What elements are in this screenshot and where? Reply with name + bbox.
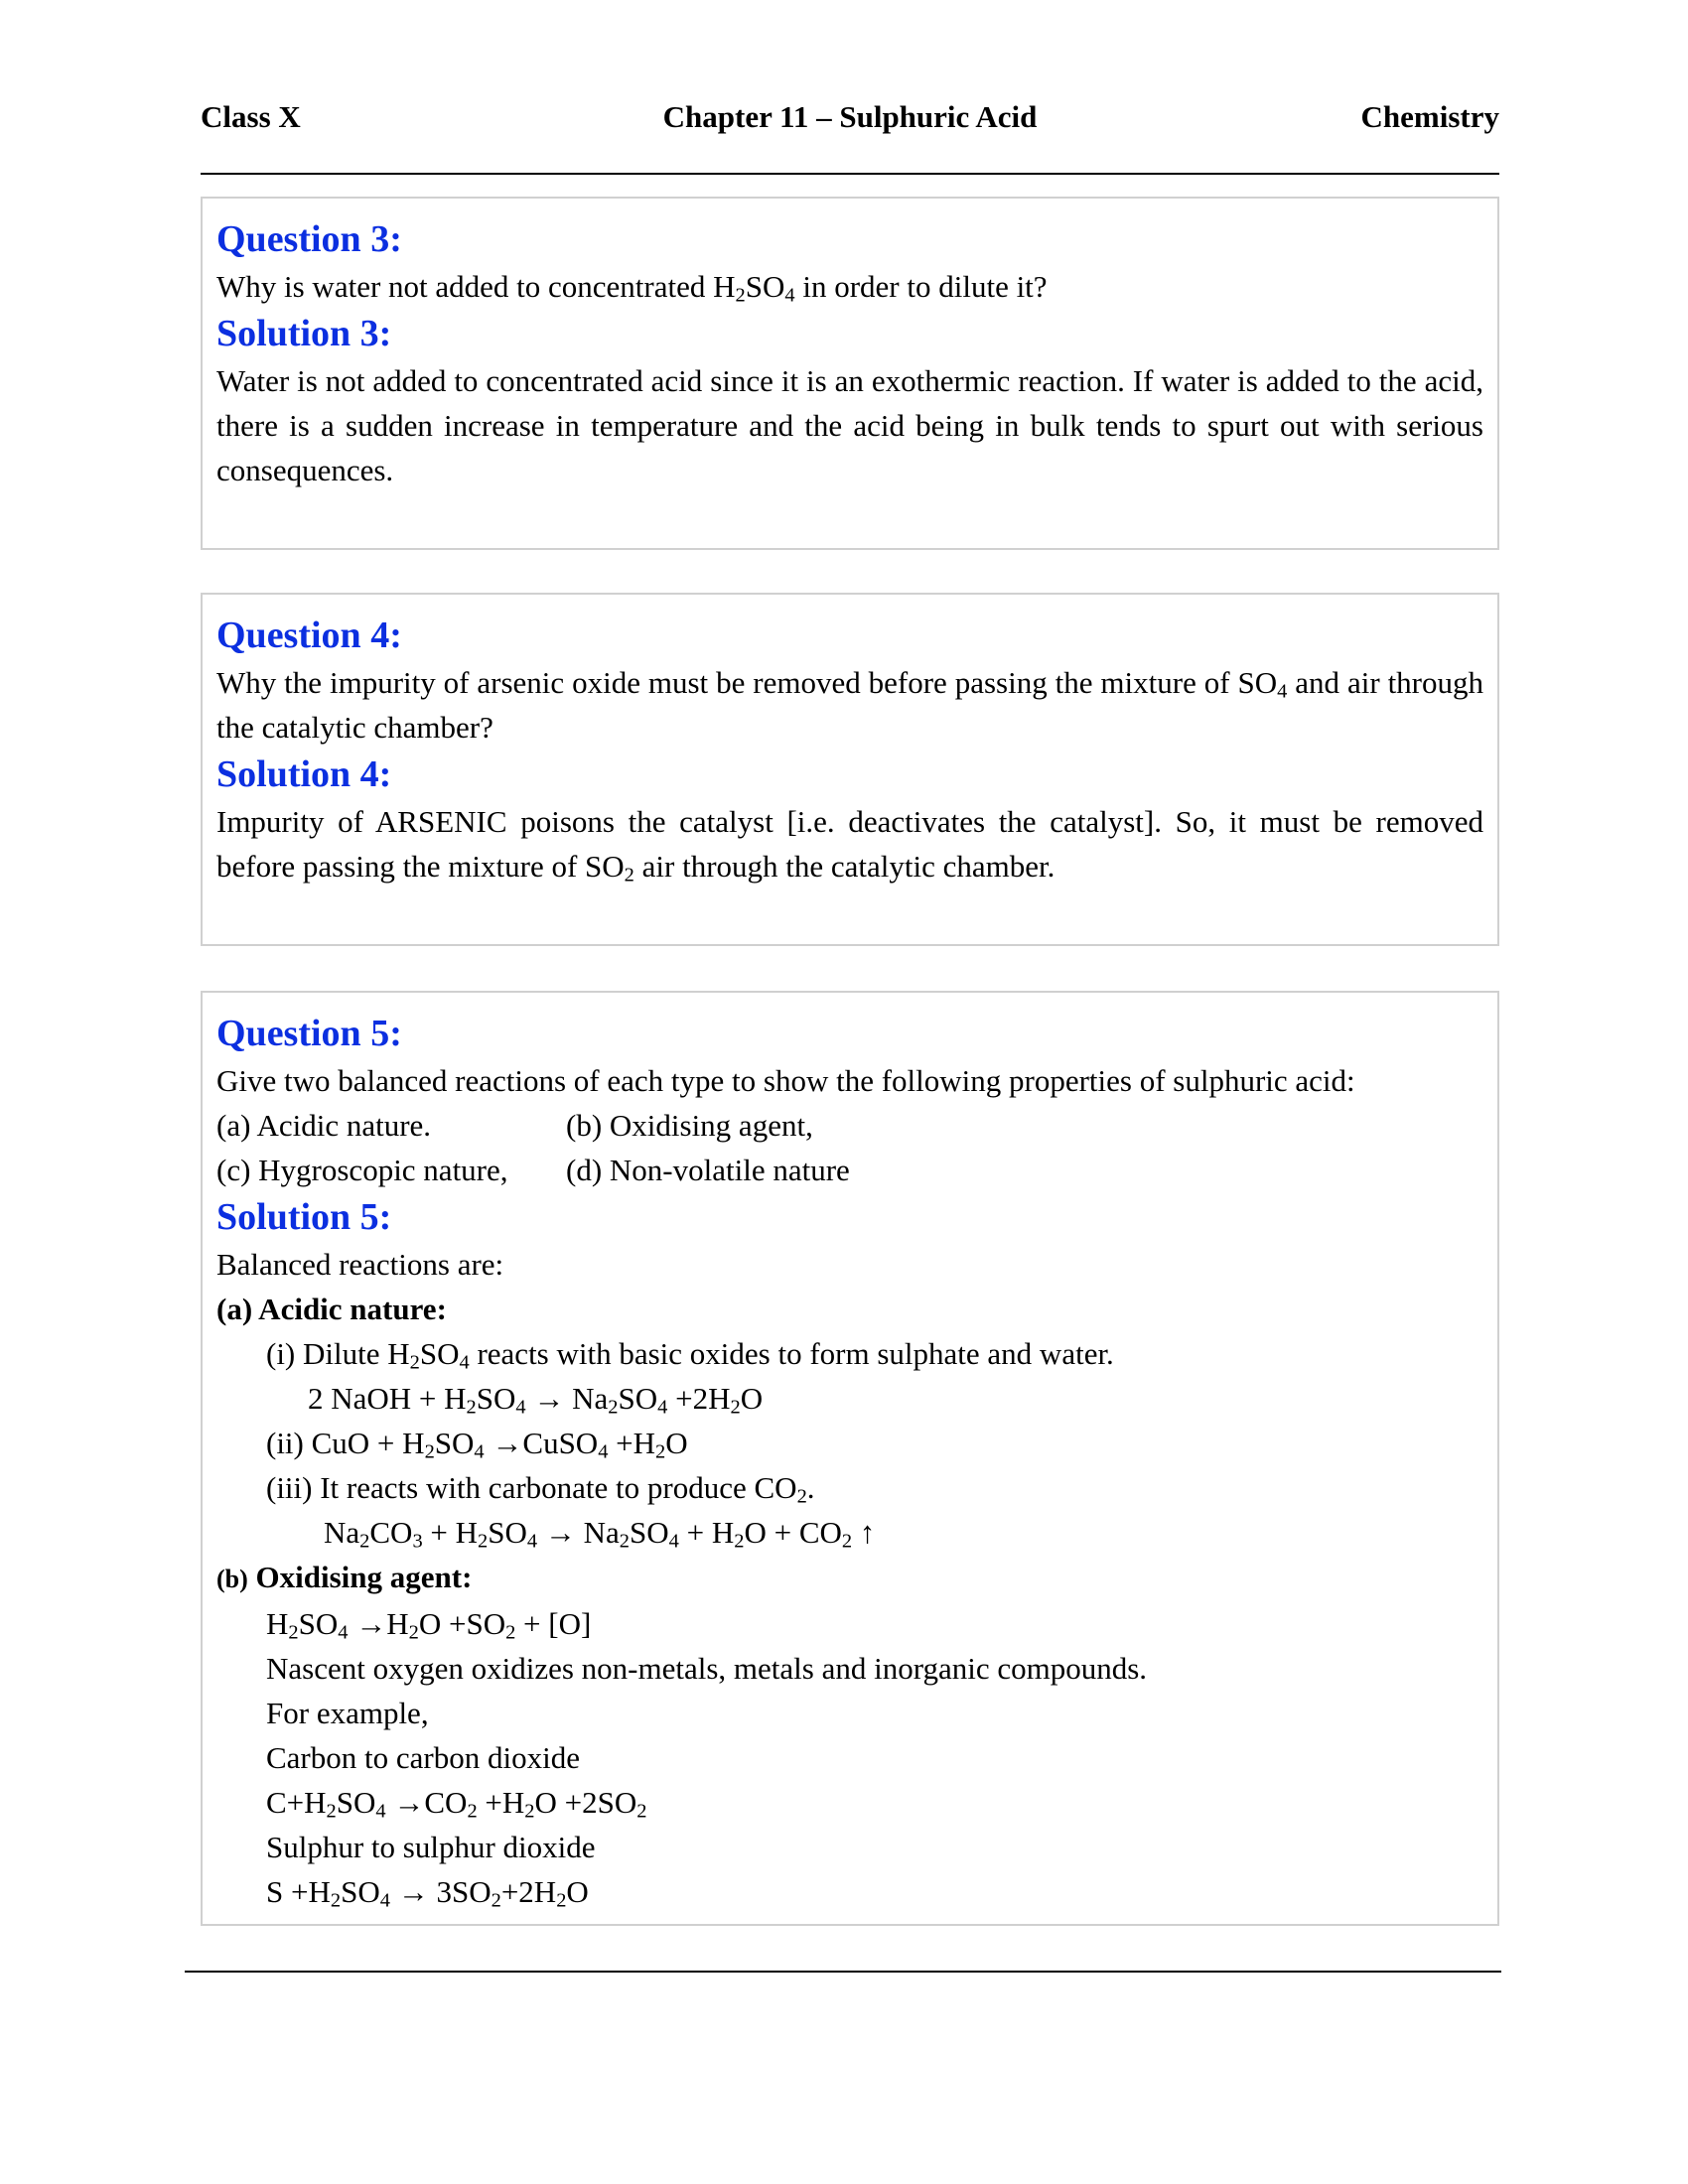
solution-5-intro: Balanced reactions are: [216, 1247, 504, 1282]
text-segment: 2 NaOH + H [308, 1381, 467, 1416]
question-3-box [201, 197, 1499, 550]
part-a-heading: (a) Acidic nature: [216, 1292, 447, 1326]
text-segment: O [740, 1381, 764, 1416]
text-segment: + H [422, 1515, 479, 1550]
text-segment: (ii) CuO + H [266, 1426, 425, 1460]
options-row-2 [216, 1148, 1483, 1192]
text-segment: C+H [266, 1785, 327, 1820]
text-segment: SO [618, 1381, 658, 1416]
text-segment: O +2SO [534, 1785, 637, 1820]
subscript: 2 [288, 1621, 299, 1644]
subscript: 4 [379, 1889, 390, 1912]
subscript: 2 [359, 1530, 370, 1553]
subscript: 4 [515, 1396, 526, 1419]
text-segment: Na [324, 1515, 360, 1550]
subscript: 2 [730, 1396, 741, 1419]
text-segment: +H [477, 1785, 525, 1820]
question-3-title: Question 3: [216, 218, 402, 260]
footer-rule [185, 1971, 1501, 1973]
subscript: 2 [478, 1530, 489, 1553]
part-a-equation-2 [216, 1510, 1483, 1555]
text-segment: (i) Dilute H [266, 1336, 410, 1371]
part-a-ii [216, 1421, 1483, 1465]
text-segment: → Na [525, 1381, 609, 1416]
subscript: 3 [412, 1530, 423, 1553]
subscript: 2 [556, 1889, 567, 1912]
solution-3-text: Water is not added to concentrated acid since it is an exothermic reaction. If water is added to the acid, there is a sudden increase in temperature and the acid being in bulk tends to spurt out with serious consequences. [216, 363, 1483, 487]
text-segment: O +SO [418, 1606, 506, 1641]
header-rule [201, 173, 1499, 175]
text-segment: SO [419, 1336, 460, 1371]
options-row-1 [216, 1103, 1483, 1148]
subscript: 2 [841, 1530, 853, 1553]
text-segment: Why the impurity of arsenic oxide must be removed before passing the mixture of SO [216, 665, 1278, 700]
header-chapter: Chapter 11 – Sulphuric Acid [662, 99, 1038, 134]
text-segment: SO [341, 1874, 380, 1909]
subscript: 4 [598, 1440, 609, 1463]
text-segment: +2H [500, 1874, 557, 1909]
text-segment: SO [630, 1515, 669, 1550]
subscript: 2 [735, 284, 746, 307]
subscript: 2 [467, 1800, 478, 1823]
text-segment: SO [745, 269, 785, 304]
option-b: (b) Oxidising agent, [566, 1108, 813, 1143]
part-b-line-2: For example, [266, 1696, 429, 1730]
text-segment: in order to dilute it? [794, 269, 1048, 304]
header-subject: Chemistry [1360, 99, 1499, 134]
subscript: 2 [655, 1440, 666, 1463]
question-5-box [201, 991, 1499, 1926]
solution-4-title: Solution 4: [216, 753, 392, 795]
subscript: 2 [524, 1800, 535, 1823]
subscript: 2 [796, 1485, 807, 1508]
text-segment: →CuSO [484, 1426, 599, 1460]
part-b-line-3: Carbon to carbon dioxide [266, 1740, 580, 1775]
solution-3-title: Solution 3: [216, 313, 392, 354]
question-4-title: Question 4: [216, 614, 402, 656]
subscript: 2 [326, 1800, 337, 1823]
subscript: 4 [668, 1530, 679, 1553]
subscript: 2 [619, 1530, 630, 1553]
part-a-equation-1 [216, 1376, 1483, 1421]
text-segment: S +H [266, 1874, 331, 1909]
option-d: (d) Non-volatile nature [566, 1153, 850, 1187]
text-segment: Why is water not added to concentrated H [216, 269, 736, 304]
header-class: Class X [201, 99, 301, 134]
question-5-title: Question 5: [216, 1013, 402, 1054]
part-b-prefix: (b) [216, 1565, 248, 1593]
text-segment: O [566, 1874, 589, 1909]
text-segment: → Na [537, 1515, 620, 1550]
option-a: (a) Acidic nature. [216, 1108, 432, 1143]
subscript: 2 [624, 864, 634, 887]
part-a-i [216, 1331, 1483, 1376]
text-segment: SO [434, 1426, 475, 1460]
subscript: 4 [459, 1351, 470, 1374]
text-segment: . [806, 1470, 815, 1505]
part-b-heading [216, 1555, 1483, 1601]
solution-4-text [216, 799, 1483, 888]
part-b-line-1: Nascent oxygen oxidizes non-metals, metals and inorganic compounds. [266, 1651, 1148, 1686]
subscript: 2 [466, 1396, 477, 1419]
text-segment: O + CO [744, 1515, 842, 1550]
text-segment: reacts with basic oxides to form sulphate and water. [469, 1336, 1114, 1371]
text-segment: +2H [667, 1381, 731, 1416]
page-header [201, 99, 1499, 147]
question-3-text [216, 264, 1483, 309]
text-segment: SO [298, 1606, 339, 1641]
part-b-label: Oxidising agent: [255, 1560, 473, 1594]
subscript: 2 [734, 1530, 745, 1553]
subscript: 2 [409, 1351, 420, 1374]
subscript: 4 [784, 284, 795, 307]
text-segment: →CO [385, 1785, 468, 1820]
subscript: 4 [338, 1621, 349, 1644]
text-segment: CO [369, 1515, 413, 1550]
part-b-equation-2 [216, 1780, 1483, 1825]
text-segment: H [266, 1606, 289, 1641]
subscript: 4 [526, 1530, 538, 1553]
text-segment: and air through the catalytic chamber? [216, 665, 1484, 745]
subscript: 4 [1277, 680, 1288, 703]
subscript: 2 [424, 1440, 435, 1463]
question-4-text [216, 660, 1483, 750]
part-a-iii [216, 1465, 1483, 1510]
question-5-text: Give two balanced reactions of each type to show the following properties of sulphuric acid: [216, 1063, 1355, 1098]
subscript: 2 [505, 1621, 516, 1644]
text-segment: SO [336, 1785, 376, 1820]
text-segment: →H [348, 1606, 409, 1641]
text-segment: + H [678, 1515, 735, 1550]
part-b-equation-1 [216, 1601, 1483, 1646]
text-segment: ↑ [852, 1515, 876, 1550]
text-segment: O [665, 1426, 688, 1460]
subscript: 4 [657, 1396, 668, 1419]
text-segment: +H [608, 1426, 656, 1460]
text-segment: + [O] [515, 1606, 592, 1641]
part-b-line-4: Sulphur to sulphur dioxide [266, 1830, 596, 1864]
subscript: 2 [408, 1621, 419, 1644]
subscript: 2 [608, 1396, 619, 1419]
subscript: 4 [375, 1800, 386, 1823]
subscript: 2 [491, 1889, 501, 1912]
text-segment: air through the catalytic chamber. [633, 849, 1055, 884]
text-segment: SO [476, 1381, 516, 1416]
option-c: (c) Hygroscopic nature, [216, 1153, 508, 1187]
solution-5-title: Solution 5: [216, 1196, 392, 1238]
subscript: 2 [330, 1889, 342, 1912]
subscript: 2 [636, 1800, 647, 1823]
question-4-box [201, 593, 1499, 946]
text-segment: SO [488, 1515, 527, 1550]
part-b-equation-3 [216, 1869, 1483, 1914]
subscript: 4 [474, 1440, 485, 1463]
text-segment: Impurity of ARSENIC poisons the catalyst [i.e. deactivates the catalyst]. So, it must be removed before passing the mixture of SO [216, 804, 1483, 884]
text-segment: (iii) It reacts with carbonate to produce CO [266, 1470, 797, 1505]
text-segment: → 3SO [389, 1874, 492, 1909]
